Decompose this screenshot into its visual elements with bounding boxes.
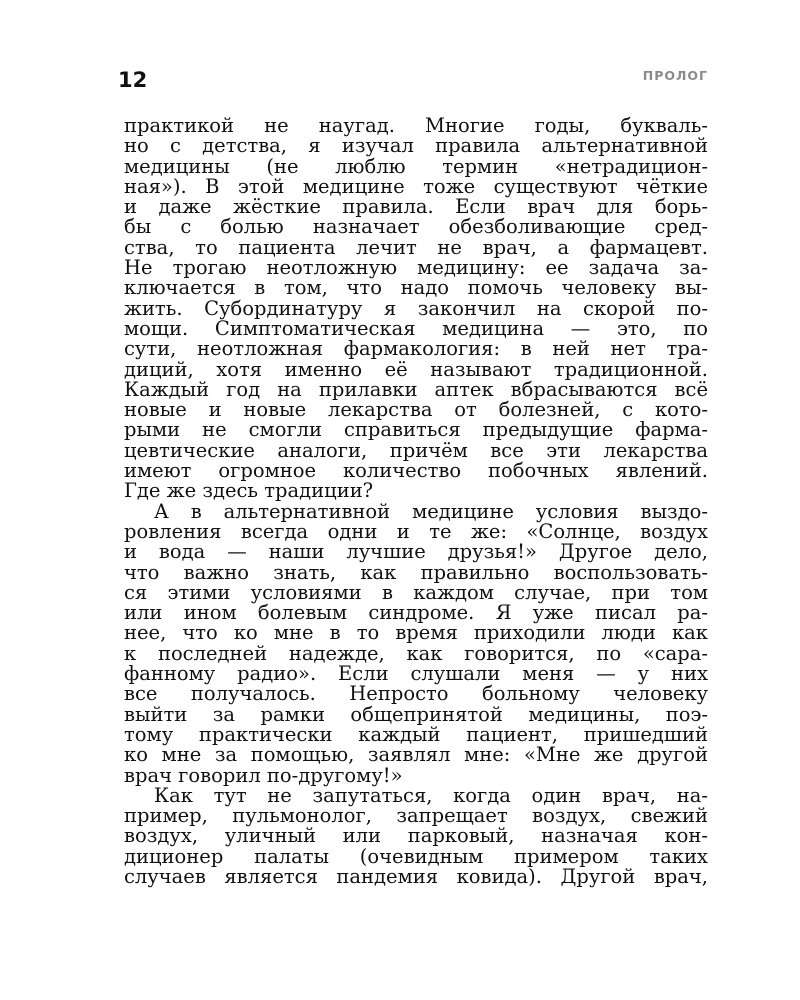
text-line: или ином болевым синдроме. Я уже писал ра- — [124, 601, 708, 625]
text-line: выйти за рамки общепринятой медицины, поэ- — [124, 702, 708, 726]
text-line: мощи. Симптоматическая медицина — это, по — [124, 316, 708, 340]
text-line: ная»). В этой медицине тоже существуют чёткие — [124, 174, 708, 198]
text-line: ся этими условиями в каждом случае, при том — [124, 580, 708, 604]
paragraph — [124, 116, 708, 502]
text-line: ровления всегда одни и те же: «Солнце, воздух — [124, 519, 708, 543]
text-line: пример, пульмонолог, запрещает воздух, свежий — [124, 804, 708, 828]
text-line: рыми не смогли справиться предыдущие фарма- — [124, 418, 708, 442]
text-line: случаев является пандемия ковида). Другой врач, — [124, 864, 708, 888]
page-number: 12 — [118, 68, 148, 92]
text-line: тому практически каждый пациент, пришедший — [124, 722, 708, 746]
text-line: диций, хотя именно её называют традиционной. — [124, 357, 708, 381]
text-line: ства, то пациента лечит не врач, а фармацевт. — [124, 235, 708, 259]
text-line: бы с болью назначает обезболивающие сред- — [124, 215, 708, 239]
text-line: врач говорил по-другому!» — [124, 763, 403, 787]
text-line: А в альтернативной медицине условия выздо- — [154, 499, 708, 523]
text-line: и даже жёсткие правила. Если врач для борь- — [124, 195, 708, 219]
text-line: но с детства, я изучал правила альтернативной — [124, 134, 708, 158]
text-line: воздух, уличный или парковый, назначая кон- — [124, 824, 708, 848]
paragraph — [124, 499, 708, 787]
running-head: ПРОЛОГ — [642, 68, 708, 83]
text-line: ключается в том, что надо помочь человеку вы- — [124, 276, 708, 300]
text-line: имеют огромное количество побочных явлений. — [124, 459, 708, 483]
text-line: Не трогаю неотложную медицину: ее задача за- — [124, 256, 708, 280]
text-line: жить. Субординатуру я закончил на скорой по- — [124, 296, 708, 320]
text-line: нее, что ко мне в то время приходили люди как — [124, 621, 708, 645]
text-line: все получалось. Непросто больному человеку — [124, 682, 708, 706]
text-line: фанному радио». Если слушали меня — у них — [124, 662, 708, 686]
text-line: сути, неотложная фармакология: в ней нет тра- — [124, 337, 708, 361]
text-line: Где же здесь традиции? — [124, 479, 374, 503]
text-line: ко мне за помощью, заявлял мне: «Мне же другой — [124, 743, 708, 767]
text-line: Каждый год на прилавки аптек вбрасываются всё — [124, 377, 708, 401]
text-line: цевтические аналоги, причём все эти лекарства — [124, 438, 708, 462]
text-line: практикой не наугад. Многие годы, букваль- — [124, 114, 708, 137]
text-line: Как тут не запутаться, когда один врач, на- — [154, 783, 708, 807]
text-line: и вода — наши лучшие друзья!» Другое дело, — [124, 540, 708, 564]
paragraph — [124, 783, 708, 888]
body-text — [124, 116, 708, 887]
text-line: к последней надежде, как говорится, по «сара- — [124, 641, 708, 665]
text-line: медицины (не люблю термин «нетрадицион- — [124, 154, 708, 178]
text-line: что важно знать, как правильно воспользовать- — [124, 560, 708, 584]
text-line: диционер палаты (очевидным примером таких — [124, 844, 708, 868]
text-line: новые и новые лекарства от болезней, с кото- — [124, 398, 708, 422]
